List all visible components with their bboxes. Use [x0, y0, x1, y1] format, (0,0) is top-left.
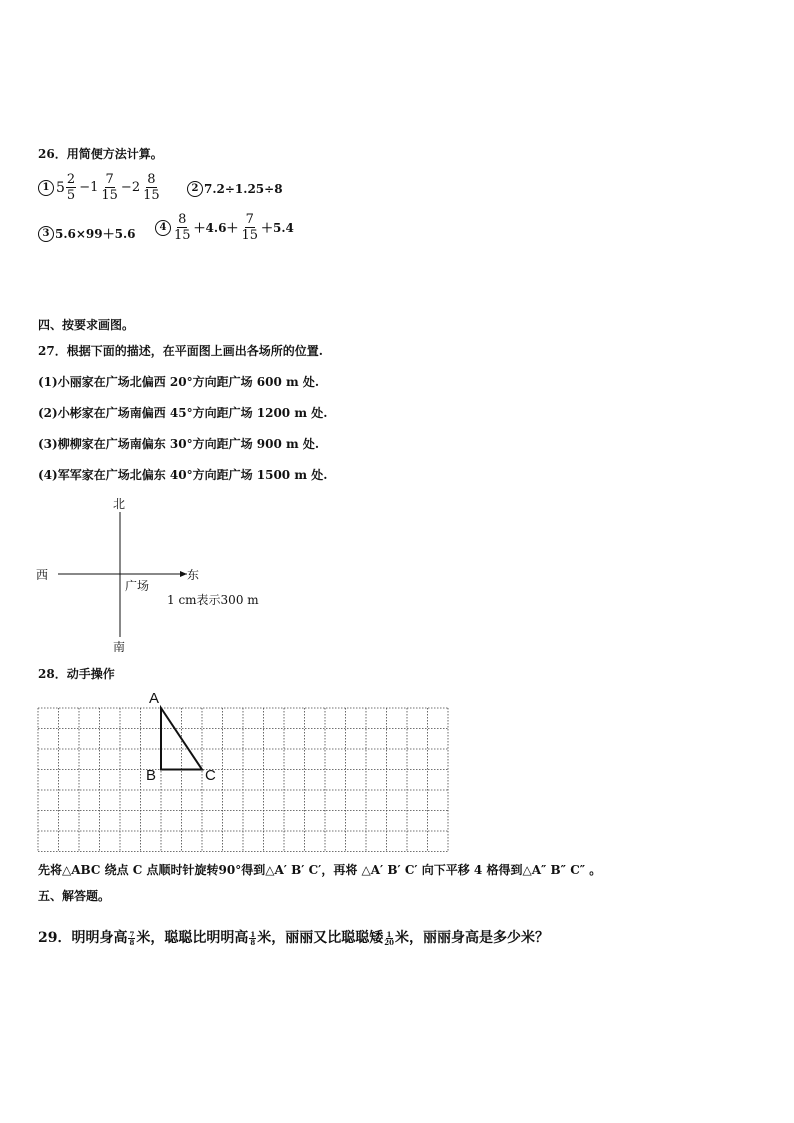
section-heading: 四、按要求画图。 — [38, 318, 135, 332]
fraction: $\frac{2}{5}$ — [66, 172, 76, 203]
operator: ＋5.4 — [260, 221, 294, 235]
fraction: $\frac{1}{8}$ — [250, 929, 256, 947]
scale-label: 1 cm表示300 m — [167, 593, 259, 607]
q27-title: 27．根据下面的描述，在平面图上画出各场所的位置. — [38, 344, 323, 358]
q29-text: 米，丽丽身高是多少米？ — [394, 930, 549, 946]
fraction: $\frac{7}{8}$ — [129, 929, 135, 947]
item-number-marker: 4 — [155, 220, 171, 236]
q27-line: (3)柳柳家在广场南偏东 30°方向距广场 900 m 处. — [38, 437, 320, 451]
operator: −2 — [120, 180, 141, 195]
q28-title: 28．动手操作 — [38, 667, 115, 681]
operator: −1 — [79, 180, 99, 195]
point-a-label: A — [149, 690, 160, 707]
section-heading: 五、解答题。 — [38, 889, 111, 903]
q29-text: 米，丽丽又比聪聪矮 — [257, 930, 384, 946]
point-c-label: C — [205, 767, 216, 784]
q26-title: 26．用简便方法计算。 — [38, 147, 163, 161]
q27-line: (1)小丽家在广场北偏西 20°方向距广场 600 m 处. — [38, 375, 320, 389]
fraction: $\frac{8}{15}$ — [143, 172, 160, 203]
east-label: 东 — [187, 568, 200, 582]
operator: ＋4.6＋ — [193, 221, 239, 235]
expression: 5.6×99＋5.6 — [55, 227, 136, 241]
q27-line: (2)小彬家在广场南偏西 45°方向距广场 1200 m 处. — [38, 406, 328, 420]
q29-question — [38, 928, 549, 948]
south-label: 南 — [113, 640, 126, 654]
west-label: 西 — [36, 568, 49, 582]
fraction: $\frac{7}{15}$ — [101, 172, 118, 203]
fraction: $\frac{8}{15}$ — [174, 212, 191, 243]
q29-text: 米，聪聪比明明高 — [136, 930, 249, 946]
q28-instruction: 先将△ABC 绕点 C 点顺时针旋转90°得到△A′ B′ C′，再将 △A′ B′ C′ 向下平移 4 格得到△A″ B″ C″ 。 — [38, 863, 602, 877]
item-number-marker: 1 — [38, 180, 54, 196]
q29-text: 29．明明身高 — [38, 930, 128, 946]
point-b-label: B — [146, 767, 157, 784]
item-number-marker: 3 — [38, 226, 54, 242]
item-number-marker: 2 — [187, 181, 203, 197]
north-label: 北 — [113, 497, 126, 511]
whole-number: 5 — [56, 179, 65, 196]
expression: 7.2÷1.25÷8 — [204, 182, 283, 196]
q27-line: (4)军军家在广场北偏东 40°方向距广场 1500 m 处. — [38, 468, 328, 482]
plaza-label: 广场 — [125, 579, 150, 593]
fraction: $\frac{7}{15}$ — [241, 212, 258, 243]
fraction: $\frac{1}{20}$ — [384, 929, 394, 947]
